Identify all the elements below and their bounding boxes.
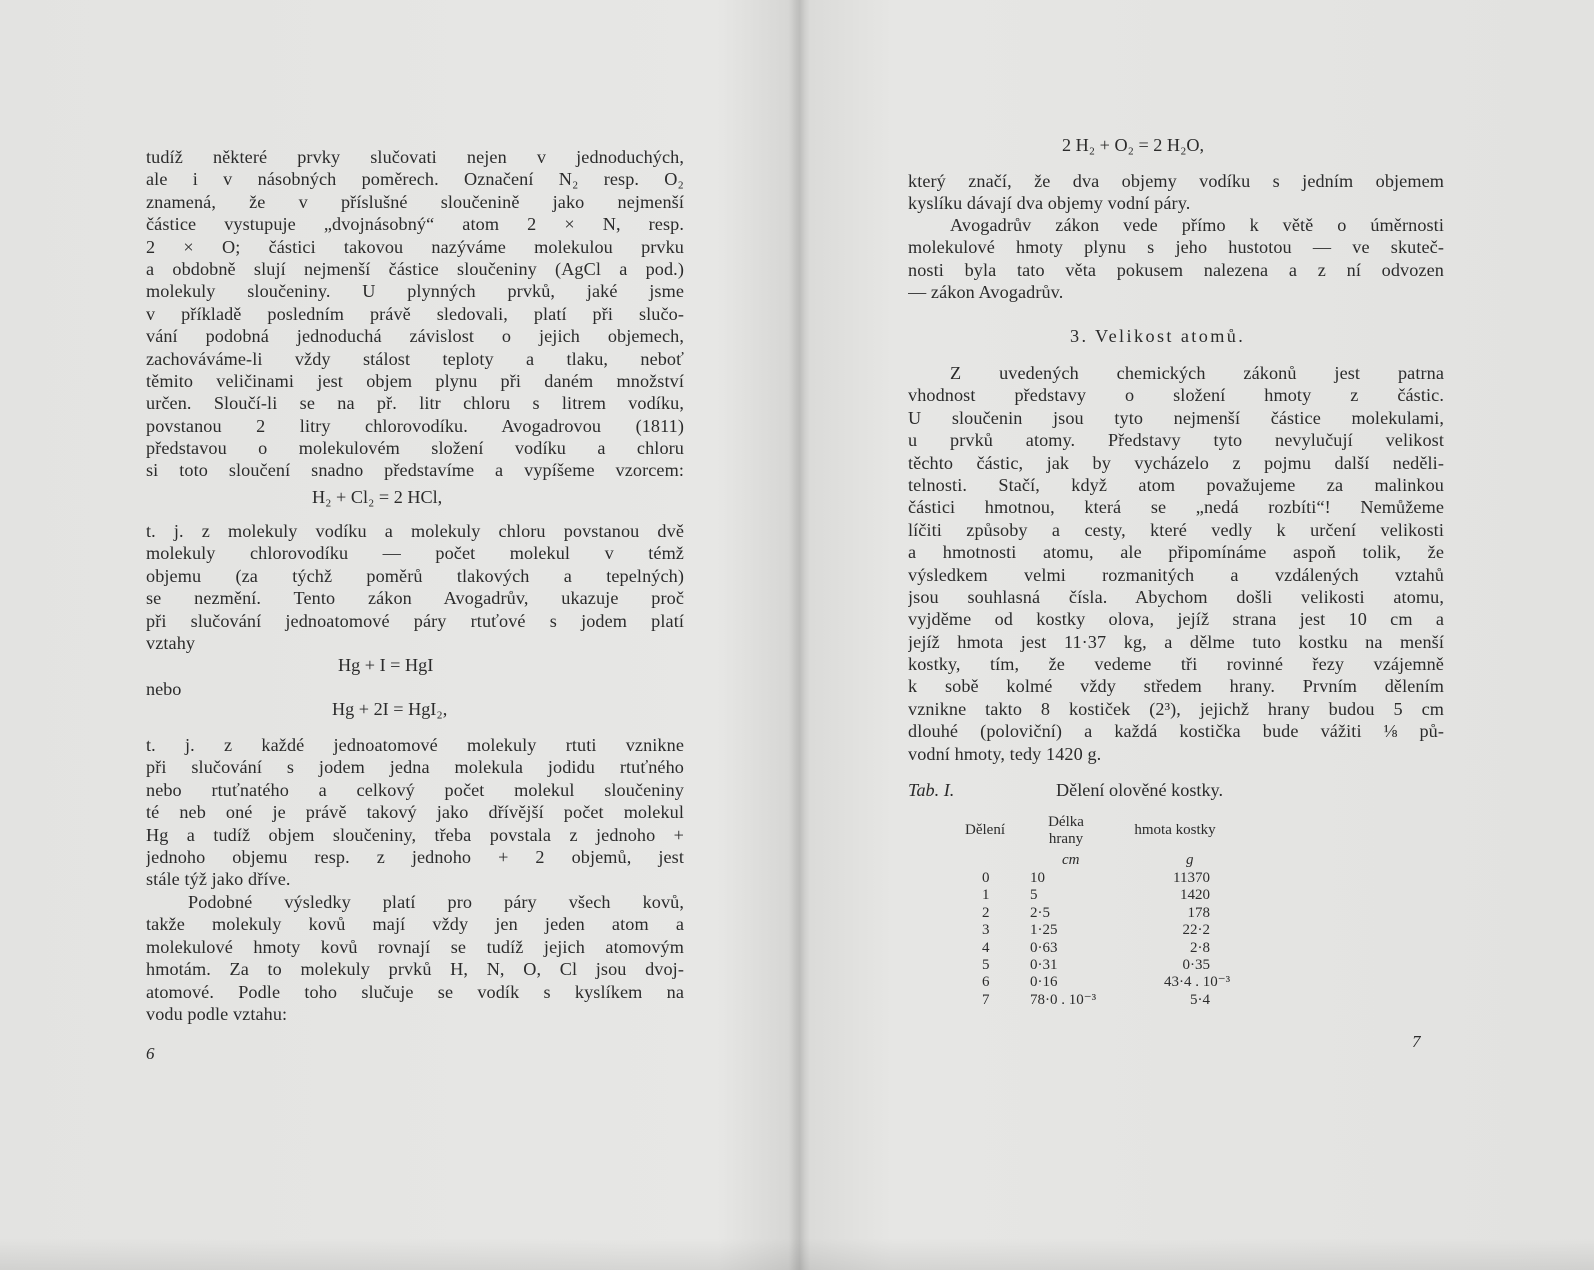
text-line: kyslíku dávají dva objemy vodní páry. [908, 193, 1191, 214]
table-title: Dělení olověné kostky. [1056, 780, 1224, 800]
text-line: Avogadrův zákon vede přímo k větě o úměrnosti [950, 215, 1444, 235]
text-line: vhodnost představy o složení hmoty z částic. [908, 385, 1444, 406]
page-number-right: 7 [1412, 1032, 1421, 1051]
header-division: Dělení [965, 822, 1005, 838]
text-line: Hg a tudíž objem sloučeniny, třeba povstala z jednoho + [146, 824, 684, 845]
text-line: atomové. Podle toho slučuje se vodík s kyslíkem na [146, 981, 684, 1002]
text-line: u prvků atomy. Představy tyto nevylučují velikost [908, 430, 1444, 451]
text-line: molekulové hmoty plynu s jeho hustotou — ve skuteč- [908, 237, 1444, 258]
text-line: k sobě kolmé vždy středem hrany. Prvním dělením [908, 676, 1444, 697]
text-line: U sloučenin jsou tyto nejmenší částice molekulami, [908, 407, 1444, 428]
right-paragraph-1 [908, 170, 1444, 215]
cell-edge: 2·5 [1030, 904, 1050, 921]
text-line: molekuly sloučeniny. U plynných prvků, jaké jsme [146, 281, 684, 302]
text-line: částici hmotnou, která se „nedá rozbíti“! Nemůžeme [908, 497, 1444, 518]
text-line: vztahy [146, 632, 196, 653]
left-paragraph-2 [146, 520, 684, 654]
cell-mass: 5·4 [1190, 991, 1210, 1008]
cell-edge: 78·0 . 10⁻³ [1030, 991, 1097, 1008]
text-line: jednoho objemu resp. z jednoho + 2 objemů, jest [146, 846, 684, 867]
text-line: částice vystupuje „dvojnásobný“ atom 2 × N, resp. [146, 214, 684, 235]
text-line: představou o molekulovém složení vodíku a chloru [146, 438, 684, 459]
text-line: a hmotnosti atomu, ale připomínáme aspoň tolik, že [908, 542, 1444, 563]
text-line: t. j. z každé jednoatomové molekuly rtuti vznikne [146, 735, 684, 755]
cell-edge: 0·16 [1030, 974, 1058, 991]
header-edge-line2: hrany [1048, 831, 1084, 847]
cell-mass: 22·2 [1182, 922, 1210, 939]
cell-edge: 0·63 [1030, 939, 1058, 956]
text-line: v příkladě posledním právě sledovali, platí při slučo- [146, 303, 684, 324]
cell-edge: 1·25 [1030, 922, 1058, 939]
right-paragraph-2 [908, 214, 1444, 304]
text-line: jsou souhlasná čísla. Abychom došli velikosti atomu, [908, 586, 1444, 607]
cell-division: 3 [982, 922, 990, 939]
left-paragraph-3 [146, 734, 684, 891]
division-table [950, 814, 1290, 1014]
text-line: vodní hmoty, tedy 1420 g. [908, 743, 1102, 764]
cell-mass: 2·8 [1190, 939, 1210, 956]
text-line: vodu podle vztahu: [146, 1003, 288, 1024]
text-line: 2 × O; částici takovou nazýváme molekulou prvku [146, 236, 684, 257]
text-line: objemu (za týchž poměrů tlakových a tepelných) [146, 565, 684, 586]
text-line: molekulové hmoty kovů rovnají se tudíž jejich atomovým [146, 936, 684, 957]
text-line: nosti byla tato věta pokusem nalezena a z ní odvozen [908, 259, 1444, 280]
equation-hgi2: Hg + 2I = HgI₂, [332, 699, 448, 719]
text-line: vznikne takto 8 kostiček (2³), jejichž hrany budou 5 cm [908, 698, 1444, 719]
text-line: — zákon Avogadrův. [908, 282, 1064, 303]
text-line: těmito veličinami jest objem plynu při daném množství [146, 370, 684, 391]
text-line: jejíž hmota jest 11·37 kg, a dělme tuto kostku na menší [908, 631, 1444, 652]
cell-division: 4 [982, 939, 990, 956]
text-line: určen. Sloučí-li se na př. litr chloru s litrem vodíku, [146, 393, 684, 414]
text-line: Podobné výsledky platí pro páry všech kovů, [188, 892, 684, 912]
header-edge [1034, 814, 1098, 848]
text-line: výsledkem velmi rozmanitých a vzdálených vztahů [908, 564, 1444, 585]
left-paragraph-4 [146, 891, 684, 1025]
page-number-left: 6 [146, 1044, 155, 1063]
text-line: líčiti způsoby a cesty, které vedly k určení velikosti [908, 519, 1444, 540]
text-line: při slučování s jodem jedna molekula jodidu rtuťného [146, 757, 684, 778]
right-page [800, 0, 1594, 1270]
cell-division: 2 [982, 904, 990, 921]
cell-division: 5 [982, 957, 990, 973]
equation-hgi: Hg + I = HgI [338, 655, 434, 675]
text-line: povstanou 2 litry chlorovodíku. Avogadrovou (1811) [146, 415, 684, 436]
header-mass: hmota kostky [1134, 822, 1216, 838]
text-line: vání podobná jednoduchá závislost o jejich objemech, [146, 326, 684, 347]
cell-mass: 11370 [1173, 870, 1210, 886]
unit-edge: cm [1062, 852, 1080, 868]
text-line: znamená, že v příslušné sloučenině jako nejmenší [146, 191, 684, 212]
cell-mass: 1420 [1180, 887, 1210, 904]
right-paragraph-3 [908, 362, 1444, 765]
cell-division: 1 [982, 887, 990, 904]
text-line: t. j. z molekuly vodíku a molekuly chloru povstanou dvě [146, 521, 684, 541]
text-line: ale i v násobných poměrech. Označení N₂ resp. O₂ [146, 169, 684, 190]
text-line: telnosti. Stačí, když atom považujeme za malinkou [908, 474, 1444, 495]
text-line: takže molekuly kovů mají vždy jen jeden atom a [146, 914, 684, 935]
equation-water: 2 H₂ + O₂ = 2 H₂O, [1062, 135, 1205, 155]
cell-division: 0 [982, 870, 990, 886]
text-line: té neb oné je právě takový jako dřívější počet molekul [146, 802, 684, 823]
table-label [908, 780, 954, 801]
unit-mass: g [1186, 852, 1194, 868]
cell-division: 6 [982, 974, 990, 991]
text-line: zachováváme-li vždy stálost teploty a tlaku, neboť [146, 348, 684, 369]
cell-mass: 178 [1187, 904, 1210, 921]
text-line: dlouhé (poloviční) a každá kostička bude vážiti ⅛ pů- [908, 721, 1444, 742]
section-heading: 3. Velikost atomů. [1070, 326, 1246, 346]
text-line: molekuly chlorovodíku — počet molekul v témž [146, 543, 684, 564]
text-line: kostky, tím, že vedeme tři rovinné řezy vzájemně [908, 654, 1444, 675]
text-line: který značí, že dva objemy vodíku s jedním objemem [908, 171, 1444, 191]
text-line: těchto částic, jak by vycházelo z pojmu další neděli- [908, 452, 1444, 473]
text-line: a obdobně slují nejmenší částice sloučeniny (AgCl a pod.) [146, 258, 684, 279]
cell-edge: 5 [1030, 887, 1038, 904]
text-line: Z uvedených chemických zákonů jest patrna [950, 363, 1444, 383]
text-line: nebo rtuťnatého a celkový počet molekul sloučeniny [146, 779, 684, 800]
cell-mass: 43·4 . 10⁻³ [1164, 974, 1231, 991]
text-line: stále týž jako dříve. [146, 869, 291, 890]
text-line: tudíž některé prvky slučovati nejen v jednoduchých, [146, 147, 684, 167]
cell-edge: 0·31 [1030, 957, 1058, 973]
equation-hcl: H₂ + Cl₂ = 2 HCl, [312, 487, 443, 507]
cell-division: 7 [982, 991, 990, 1008]
cell-mass: 0·35 [1182, 957, 1210, 973]
text-line: při slučování jednoatomové páry rtuťové s jodem platí [146, 610, 684, 631]
text-line: vyjděme od kostky olova, jejíž strana jest 10 cm a [908, 609, 1444, 630]
text-line: hmotám. Za to molekuly prvků H, N, O, Cl jsou dvoj- [146, 959, 684, 980]
table-number: Tab. I. [908, 780, 955, 800]
left-paragraph-1 [146, 146, 684, 482]
header-edge-line1: Délka [1048, 814, 1084, 830]
cell-edge: 10 [1030, 870, 1045, 886]
text-line: se nezmění. Tento zákon Avogadrův, ukazuje proč [146, 588, 684, 609]
text-line: si toto sloučení snadno představíme a vypíšeme vzorcem: [146, 460, 684, 481]
word-nebo: nebo [146, 679, 182, 699]
